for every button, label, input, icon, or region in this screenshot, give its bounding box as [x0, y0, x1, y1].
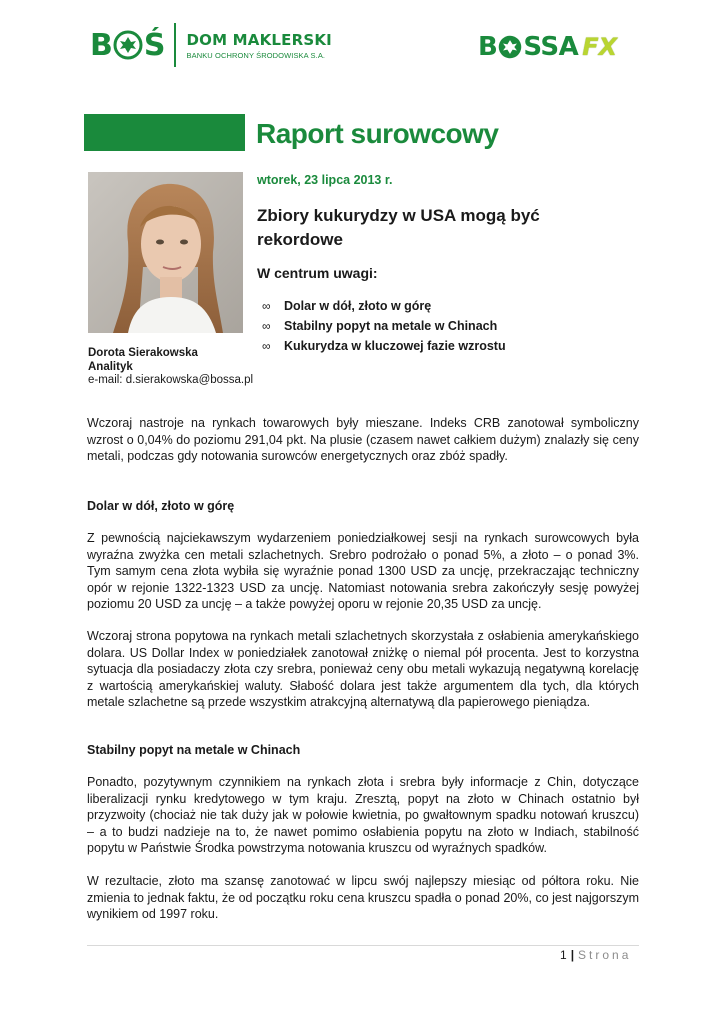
bos-letter-s: Ś: [143, 27, 165, 63]
logo-divider: [174, 23, 176, 67]
dom-maklerski-block: [186, 31, 331, 60]
analyst-email: e-mail: d.sierakowska@bossa.pl: [88, 374, 254, 386]
body-paragraph: Ponadto, pozytywnym czynnikiem na rynkach złota i srebra były informacje z Chin, dotyczące liberalizacji rynku kredytowego w tym kraju. Zresztą, popyt na złoto w Chinach ostatnio był przyzwoity (chociaż nie tak duży jak w połowie kwietnia, po gwałtownym spadku notowań kruszcu) – a to budzi nadzieje na to, że nawet pomimo osłabienia popytu na złoto w Indiach, stabilność popytu w Państwie Środka powstrzyma notowania kruszcu od wyraźnych spadków.: [87, 775, 639, 855]
page-number: 1: [560, 948, 567, 962]
leaf-icon: [113, 30, 143, 60]
focus-item: [262, 336, 506, 356]
footer-separator: |: [570, 948, 575, 962]
bos-logo: [90, 22, 340, 68]
focus-title: W centrum uwagi:: [257, 265, 378, 281]
bossa-letters-ssa: SSA: [523, 32, 579, 62]
focus-item-label: Dolar w dół, złoto w górę: [284, 299, 432, 313]
analyst-role: Analityk: [88, 361, 133, 373]
analyst-name: Dorota Sierakowska: [88, 347, 198, 359]
report-title: Raport surowcowy: [256, 118, 499, 149]
bossa-letter-b: B: [478, 32, 498, 62]
focus-item-label: Kukurydza w kluczowej fazie wzrostu: [284, 339, 506, 353]
bos-wordmark: [90, 28, 164, 63]
infinity-bullet-icon: ∞: [262, 319, 271, 333]
dom-maklerski-title: DOM MAKLERSKI: [186, 30, 332, 49]
fx-wordmark: FX: [582, 33, 618, 61]
title-accent-bar: [84, 114, 245, 151]
focus-list: [262, 296, 506, 356]
report-date: wtorek, 23 lipca 2013 r.: [257, 173, 393, 187]
bossa-fx-logo: [478, 30, 617, 64]
analyst-portrait-image: [88, 172, 243, 333]
leaf-icon: [497, 34, 523, 60]
dom-maklerski-subtitle: BANKU OCHRONY ŚRODOWISKA S.A.: [186, 50, 326, 60]
bossa-wordmark: [478, 32, 578, 62]
section-heading: Stabilny popyt na metale w Chinach: [87, 743, 301, 757]
section-heading: Dolar w dół, złoto w górę: [87, 499, 235, 513]
focus-item-label: Stabilny popyt na metale w Chinach: [284, 319, 498, 333]
focus-item: [262, 296, 506, 316]
footer-divider: [87, 945, 639, 946]
infinity-bullet-icon: ∞: [262, 299, 271, 313]
body-paragraph: Z pewnością najciekawszym wydarzeniem poniedziałkowej sesji na rynkach surowcowych była wyraźna zwyżka cen metali szlachetnych. Srebro podrożało o ponad 5%, a złoto – o ponad 3%. Tym samym cena złota wybiła się wyraźnie ponad 1300 USD za uncję, przekraczając techniczny opór w rejonie 1322-1323 USD za uncję. Natomiast notowania srebra zakończyły sesję powyżej poziomu 20 USD za uncję – a także powyżej oporu w rejonie 20,35 USD za uncję.: [87, 531, 639, 611]
body-paragraph: W rezultacie, złoto ma szansę zanotować w lipcu swój najlepszy miesiąc od półtora roku. Nie zmienia to jednak faktu, że od początku roku cena kruszcu spadła o ponad 20%, co jest najgorszym wynikiem od 1997 roku.: [87, 874, 639, 921]
body-paragraph: Wczoraj strona popytowa na rynkach metali szlachetnych skorzystała z osłabienia amerykańskiego dolara. US Dollar Index w poniedziałek zanotował zniżkę o niemal pół procenta. Jest to korzystna sytuacja dla posiadaczy złota czy srebra, ponieważ ceny obu metali wykazują negatywną korelację z wartością amerykańskiej waluty. Słabość dolara jest także argumentem dla tych, dla których metale szlachetne są przede wszystkim atrakcyjną alternatywą dla papierowego pieniądza.: [87, 629, 639, 709]
page-footer: [560, 948, 631, 962]
analyst-photo: [88, 172, 243, 333]
report-headline: Zbiory kukurydzy w USA mogą być rekordowe: [257, 206, 540, 249]
infinity-bullet-icon: ∞: [262, 339, 271, 353]
focus-item: [262, 316, 506, 336]
bos-letter-b: B: [90, 27, 112, 63]
page-label: Strona: [578, 948, 632, 962]
intro-paragraph: Wczoraj nastroje na rynkach towarowych były mieszane. Indeks CRB zanotował symboliczny wzrost o 0,04% do poziomu 291,04 pkt. Na plusie (czasem nawet całkiem dużym) znalazły się ceny metali, podczas gdy notowania surowców energetycznych oraz zbóż spadły.: [87, 416, 639, 463]
